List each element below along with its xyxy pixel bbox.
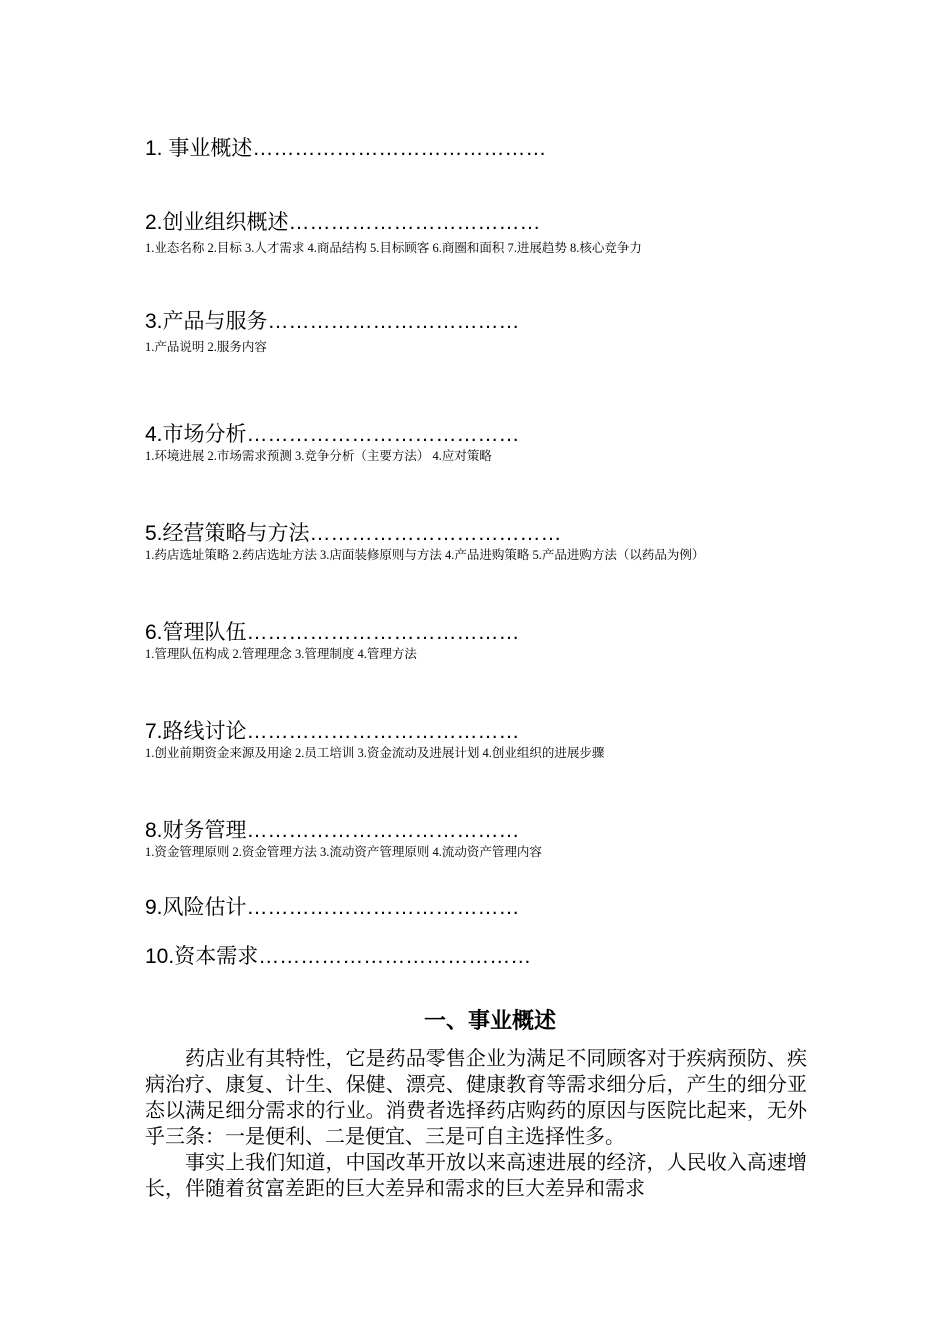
paragraph: 事实上我们知道，中国改革开放以来高速进展的经济，人民收入高速增长，伴随着贫富差距的巨大差异和需求的巨大差异和需求: [145, 1152, 807, 1200]
toc-entry-4[interactable]: [145, 422, 845, 464]
toc-entry-6[interactable]: [145, 620, 845, 662]
toc-title[interactable]: 6.管理队伍…………………………………: [145, 621, 520, 644]
section-body: [145, 1046, 807, 1202]
toc-title[interactable]: 2.创业组织概述………………………………: [145, 211, 541, 234]
toc-title[interactable]: 9.风险估计…………………………………: [145, 896, 520, 919]
toc-title[interactable]: 8.财务管理…………………………………: [145, 819, 520, 842]
toc-title[interactable]: 1. 事业概述……………………………………: [145, 137, 547, 160]
toc-subitems: 1.资金管理原则 2.资金管理方法 3.流动资产管理原则 4.流动资产管理内容: [145, 845, 542, 859]
toc-title[interactable]: 7.路线讨论…………………………………: [145, 720, 520, 743]
toc-title[interactable]: 3.产品与服务………………………………: [145, 310, 520, 333]
toc-entry-2[interactable]: [145, 210, 845, 256]
section-heading: 一、事业概述: [423, 1008, 556, 1033]
toc-subitems: 1.业态名称 2.目标 3.人才需求 4.商品结构 5.目标顾客 6.商圈和面积 7.进展趋势 8.核心竞争力: [145, 241, 642, 255]
toc-title[interactable]: 10.资本需求…………………………………: [145, 945, 532, 968]
toc-entry-9[interactable]: [145, 895, 845, 921]
toc-entry-7[interactable]: [145, 719, 845, 761]
toc-entry-10[interactable]: [145, 944, 845, 970]
toc-entry-1[interactable]: [145, 136, 845, 162]
toc-subitems: 1.环境进展 2.市场需求预测 3.竞争分析（主要方法） 4.应对策略: [145, 449, 492, 463]
paragraph: 药店业有其特性，它是药品零售企业为满足不同顾客对于疾病预防、疾病治疗、康复、计生、保健、漂亮、健康教育等需求细分后，产生的细分亚态以满足细分需求的行业。消费者选择药店购药的原因与医院比起来，无外乎三条：一是便利、二是便宜、三是可自主选择性多。: [145, 1048, 807, 1148]
toc-entry-8[interactable]: [145, 818, 845, 860]
toc-subitems: 1.药店选址策略 2.药店选址方法 3.店面装修原则与方法 4.产品进购策略 5.产品进购方法（以药品为例）: [145, 548, 705, 562]
toc-subitems: 1.管理队伍构成 2.管理理念 3.管理制度 4.管理方法: [145, 647, 417, 661]
toc-subitems: 1.创业前期资金来源及用途 2.员工培训 3.资金流动及进展计划 4.创业组织的进展步骤: [145, 746, 605, 760]
toc-title[interactable]: 4.市场分析…………………………………: [145, 423, 520, 446]
toc-title[interactable]: 5.经营策略与方法………………………………: [145, 522, 562, 545]
toc-subitems: 1.产品说明 2.服务内容: [145, 340, 267, 354]
toc-entry-5[interactable]: [145, 521, 845, 563]
toc-entry-3[interactable]: [145, 309, 845, 355]
